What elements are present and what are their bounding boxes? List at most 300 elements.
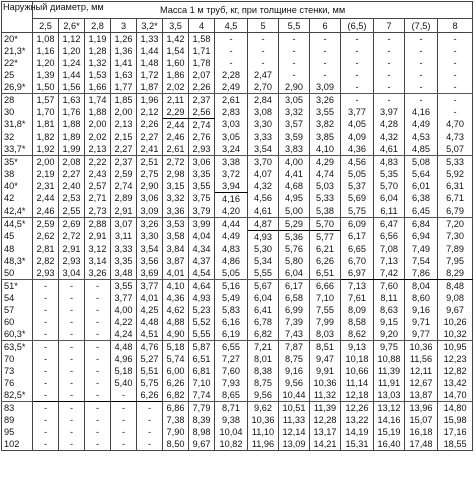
- mass-cell: 2,22: [85, 156, 111, 169]
- diameter-cell: 22*: [2, 57, 33, 69]
- mass-cell: 8,09: [341, 304, 374, 316]
- mass-cell: -: [85, 402, 111, 415]
- mass-cell: 2,46: [163, 131, 189, 143]
- mass-cell: 3,30: [137, 231, 163, 244]
- mass-cell: -: [215, 57, 248, 69]
- mass-cell: 9,75: [374, 341, 405, 354]
- diameter-cell: 35*: [2, 156, 33, 169]
- table-row: [2, 205, 473, 218]
- mass-cell: 12,82: [438, 365, 473, 377]
- mass-cell: 4,85: [405, 143, 438, 156]
- mass-cell: 4,09: [341, 131, 374, 143]
- mass-cell: 8,71: [215, 402, 248, 415]
- mass-cell: 2,90: [137, 180, 163, 193]
- mass-cell: 5,16: [215, 280, 248, 293]
- mass-cell: 2,07: [189, 69, 215, 81]
- mass-cell: 12,18: [341, 389, 374, 402]
- mass-cell: 5,27: [137, 353, 163, 365]
- mass-cell: 4,00: [279, 156, 310, 169]
- mass-cell: -: [341, 45, 374, 57]
- mass-cell: 2,93: [189, 143, 215, 156]
- mass-cell: -: [279, 33, 310, 46]
- mass-cell: 12,11: [405, 365, 438, 377]
- mass-cell: 9,16: [279, 365, 310, 377]
- mass-cell: 7,60: [374, 280, 405, 293]
- mass-cell: 6,51: [189, 353, 215, 365]
- mass-cell: 4,90: [163, 328, 189, 341]
- mass-cell: 2,08: [59, 156, 85, 169]
- mass-cell: 6,81: [189, 365, 215, 377]
- mass-cell: 4,49: [215, 231, 248, 244]
- mass-cell: 3,83: [279, 143, 310, 156]
- diameter-cell: 48,3*: [2, 255, 33, 267]
- mass-cell: 5,40: [111, 377, 137, 389]
- mass-cell: -: [279, 57, 310, 69]
- table-body: [2, 33, 473, 451]
- mass-cell: 1,32: [85, 57, 111, 69]
- mass-cell: 6,01: [405, 180, 438, 193]
- mass-cell: 2,13: [111, 119, 137, 132]
- mass-cell: 1,86: [163, 69, 189, 81]
- mass-cell: 2,37: [111, 156, 137, 169]
- mass-cell: 1,50: [33, 81, 59, 94]
- table-row: [2, 131, 473, 143]
- mass-cell: -: [341, 94, 374, 107]
- diameter-cell: 57: [2, 304, 33, 316]
- mass-cell: -: [33, 438, 59, 451]
- mass-cell: -: [137, 438, 163, 451]
- mass-cell: 7,10: [189, 377, 215, 389]
- mass-cell: -: [438, 69, 473, 81]
- mass-cell: 7,27: [215, 353, 248, 365]
- mass-cell: 4,00: [111, 304, 137, 316]
- mass-cell: 7,13: [341, 280, 374, 293]
- mass-cell: 2,29: [163, 106, 189, 119]
- mass-cell: -: [85, 414, 111, 426]
- mass-cell: 7,30: [438, 231, 473, 244]
- mass-cell: 2,73: [85, 205, 111, 218]
- mass-cell: 1,48: [137, 57, 163, 69]
- mass-cell: 2,15: [111, 131, 137, 143]
- mass-cell: 2,11: [163, 94, 189, 107]
- mass-cell: 1,53: [85, 69, 111, 81]
- mass-cell: 4,24: [111, 328, 137, 341]
- mass-cell: 15,19: [374, 426, 405, 438]
- mass-cell: 5,55: [248, 267, 279, 280]
- mass-cell: 6,31: [438, 180, 473, 193]
- mass-header: Масса 1 м труб, кг, при толщине стенки, мм: [33, 2, 473, 19]
- mass-cell: 8,63: [374, 304, 405, 316]
- mass-cell: 1,44: [137, 45, 163, 57]
- mass-cell: 15,98: [438, 414, 473, 426]
- mass-cell: 5,70: [374, 180, 405, 193]
- table-row: [2, 69, 473, 81]
- mass-cell: 3,30: [248, 119, 279, 132]
- mass-cell: 9,71: [405, 316, 438, 328]
- mass-cell: -: [85, 341, 111, 354]
- mass-cell: -: [33, 426, 59, 438]
- mass-cell: 14,19: [341, 426, 374, 438]
- diameter-cell: 32: [2, 131, 33, 143]
- mass-cell: 1,20: [33, 57, 59, 69]
- diameter-cell: 20*: [2, 33, 33, 46]
- mass-cell: 1,56: [59, 81, 85, 94]
- mass-cell: 5,36: [279, 231, 310, 244]
- mass-cell: 13,09: [279, 438, 310, 451]
- mass-cell: 15,31: [341, 438, 374, 451]
- diameter-cell: 73: [2, 365, 33, 377]
- mass-cell: 4,64: [189, 280, 215, 293]
- mass-cell: 4,93: [248, 231, 279, 244]
- mass-cell: 14,80: [438, 402, 473, 415]
- mass-cell: 2,91: [111, 205, 137, 218]
- mass-cell: 3,38: [215, 156, 248, 169]
- mass-cell: 10,44: [279, 389, 310, 402]
- mass-cell: 2,59: [33, 218, 59, 231]
- diameter-cell: 30: [2, 106, 33, 119]
- diameter-cell: 45: [2, 231, 33, 244]
- mass-cell: 4,36: [341, 143, 374, 156]
- mass-cell: 2,37: [189, 94, 215, 107]
- mass-cell: 4,48: [111, 341, 137, 354]
- mass-cell: 3,87: [163, 255, 189, 267]
- mass-cell: 2,61: [215, 94, 248, 107]
- mass-cell: -: [33, 353, 59, 365]
- table-row: [2, 33, 473, 46]
- mass-cell: 2,28: [215, 69, 248, 81]
- mass-cell: 4,01: [163, 267, 189, 280]
- mass-cell: -: [438, 94, 473, 107]
- mass-cell: 2,70: [248, 81, 279, 94]
- mass-cell: 3,14: [85, 255, 111, 267]
- mass-cell: 5,49: [215, 292, 248, 304]
- diameter-header: Наружный диаметр, мм: [2, 2, 33, 33]
- mass-cell: 2,26: [189, 81, 215, 94]
- diameter-cell: 54: [2, 292, 33, 304]
- mass-cell: 6,71: [438, 193, 473, 206]
- mass-cell: 8,01: [248, 353, 279, 365]
- mass-cell: 5,69: [341, 193, 374, 206]
- mass-cell: 15,07: [405, 414, 438, 426]
- mass-cell: 7,10: [310, 292, 341, 304]
- pipe-mass-table: [1, 1, 473, 451]
- mass-cell: -: [33, 292, 59, 304]
- mass-cell: 11,32: [310, 389, 341, 402]
- mass-cell: 5,52: [189, 316, 215, 328]
- mass-cell: 4,56: [341, 156, 374, 169]
- mass-cell: 4,48: [137, 316, 163, 328]
- mass-cell: 6,26: [163, 377, 189, 389]
- mass-cell: 1,99: [59, 143, 85, 156]
- mass-cell: -: [405, 81, 438, 94]
- mass-cell: 1,60: [163, 57, 189, 69]
- mass-cell: 6,79: [438, 205, 473, 218]
- mass-cell: 4,28: [374, 119, 405, 132]
- diameter-cell: 42: [2, 193, 33, 206]
- mass-cell: 3,26: [310, 94, 341, 107]
- mass-cell: 4,16: [405, 106, 438, 119]
- mass-cell: 2,55: [59, 205, 85, 218]
- mass-cell: 6,17: [279, 280, 310, 293]
- thickness-col-header: 6: [310, 19, 341, 33]
- diameter-cell: 70: [2, 353, 33, 365]
- table-row: [2, 426, 473, 438]
- mass-cell: -: [85, 438, 111, 451]
- thickness-header-row: [2, 19, 473, 33]
- mass-cell: 3,77: [111, 292, 137, 304]
- mass-cell: 4,10: [163, 280, 189, 293]
- mass-cell: 3,55: [310, 106, 341, 119]
- mass-cell: 5,18: [163, 341, 189, 354]
- mass-cell: 18,55: [438, 438, 473, 451]
- mass-cell: 2,51: [137, 156, 163, 169]
- mass-cell: 7,54: [405, 255, 438, 267]
- mass-cell: 1,36: [111, 45, 137, 57]
- mass-cell: 13,17: [310, 426, 341, 438]
- mass-cell: 1,19: [85, 33, 111, 46]
- table-row: [2, 94, 473, 107]
- mass-cell: -: [33, 389, 59, 402]
- mass-cell: 3,24: [215, 143, 248, 156]
- mass-cell: 1,28: [85, 45, 111, 57]
- mass-cell: 13,22: [341, 414, 374, 426]
- diameter-cell: 33,7*: [2, 143, 33, 156]
- mass-cell: 11,39: [310, 402, 341, 415]
- mass-cell: 7,89: [438, 243, 473, 255]
- mass-cell: 6,82: [248, 328, 279, 341]
- mass-cell: -: [279, 69, 310, 81]
- mass-cell: 2,47: [248, 69, 279, 81]
- mass-cell: 3,03: [215, 119, 248, 132]
- table-row: [2, 341, 473, 354]
- mass-cell: 6,26: [310, 255, 341, 267]
- mass-cell: 4,62: [163, 304, 189, 316]
- mass-cell: 6,66: [310, 280, 341, 293]
- mass-cell: 5,33: [310, 193, 341, 206]
- mass-cell: 1,88: [85, 106, 111, 119]
- mass-cell: -: [59, 328, 85, 341]
- mass-cell: 1,08: [33, 33, 59, 46]
- mass-cell: 5,77: [310, 231, 341, 244]
- mass-cell: -: [59, 316, 85, 328]
- mass-cell: 3,57: [279, 119, 310, 132]
- mass-cell: -: [59, 426, 85, 438]
- diameter-cell: 63,5*: [2, 341, 33, 354]
- mass-cell: 6,04: [374, 193, 405, 206]
- mass-cell: 6,56: [374, 231, 405, 244]
- mass-cell: -: [111, 402, 137, 415]
- mass-cell: 1,12: [59, 33, 85, 46]
- mass-cell: 2,02: [85, 131, 111, 143]
- mass-cell: 8,65: [215, 389, 248, 402]
- mass-cell: -: [33, 402, 59, 415]
- mass-cell: 7,79: [189, 402, 215, 415]
- mass-cell: 11,39: [374, 365, 405, 377]
- mass-cell: 2,46: [33, 205, 59, 218]
- mass-cell: -: [59, 280, 85, 293]
- mass-cell: -: [33, 328, 59, 341]
- mass-cell: 2,72: [59, 231, 85, 244]
- mass-cell: 14,16: [374, 414, 405, 426]
- mass-cell: 4,56: [248, 193, 279, 206]
- diameter-cell: 26,9*: [2, 81, 33, 94]
- mass-cell: 5,83: [215, 304, 248, 316]
- thickness-col-header: 8: [438, 19, 473, 33]
- mass-cell: -: [405, 33, 438, 46]
- table-row: [2, 377, 473, 389]
- mass-cell: 7,55: [310, 304, 341, 316]
- mass-cell: 5,76: [279, 243, 310, 255]
- mass-cell: -: [85, 426, 111, 438]
- diameter-cell: 31,8*: [2, 119, 33, 132]
- mass-cell: 7,08: [374, 243, 405, 255]
- mass-cell: -: [341, 33, 374, 46]
- mass-cell: 9,16: [405, 304, 438, 316]
- mass-cell: 2,62: [33, 231, 59, 244]
- mass-cell: 3,56: [137, 255, 163, 267]
- table-row: [2, 218, 473, 231]
- mass-cell: 5,75: [137, 377, 163, 389]
- mass-cell: 2,44: [163, 119, 189, 132]
- thickness-col-header: 3,5: [163, 19, 189, 33]
- mass-cell: 1,63: [111, 69, 137, 81]
- mass-cell: 2,12: [137, 106, 163, 119]
- mass-cell: 4,44: [215, 218, 248, 231]
- mass-cell: -: [374, 33, 405, 46]
- mass-cell: 3,32: [279, 106, 310, 119]
- mass-cell: 2,31: [33, 180, 59, 193]
- mass-cell: 5,00: [279, 205, 310, 218]
- mass-cell: 4,32: [248, 180, 279, 193]
- mass-cell: 6,26: [137, 389, 163, 402]
- mass-cell: 3,79: [189, 205, 215, 218]
- mass-cell: 8,38: [248, 365, 279, 377]
- mass-cell: 3,36: [163, 205, 189, 218]
- mass-cell: 2,61: [163, 143, 189, 156]
- mass-cell: 3,09: [137, 205, 163, 218]
- mass-cell: 3,33: [111, 243, 137, 255]
- mass-cell: 14,70: [438, 389, 473, 402]
- mass-cell: 4,05: [341, 119, 374, 132]
- mass-cell: 9,56: [279, 377, 310, 389]
- mass-cell: -: [310, 57, 341, 69]
- mass-cell: -: [85, 316, 111, 328]
- thickness-col-header: 4: [189, 19, 215, 33]
- mass-cell: -: [215, 45, 248, 57]
- mass-cell: 2,91: [85, 231, 111, 244]
- mass-cell: 3,05: [279, 94, 310, 107]
- mass-cell: 2,75: [137, 168, 163, 180]
- mass-cell: 2,13: [85, 143, 111, 156]
- mass-cell: -: [85, 365, 111, 377]
- mass-cell: -: [137, 402, 163, 415]
- mass-cell: 1,66: [85, 81, 111, 94]
- mass-cell: 7,21: [248, 341, 279, 354]
- diameter-cell: 95: [2, 426, 33, 438]
- mass-cell: 9,56: [248, 389, 279, 402]
- mass-cell: 2,56: [189, 106, 215, 119]
- mass-cell: 2,91: [59, 243, 85, 255]
- mass-cell: 4,49: [405, 119, 438, 132]
- mass-cell: 1,33: [137, 33, 163, 46]
- mass-cell: -: [438, 45, 473, 57]
- mass-cell: 3,94: [215, 180, 248, 193]
- diameter-cell: 28: [2, 94, 33, 107]
- mass-cell: 3,26: [137, 218, 163, 231]
- mass-cell: -: [310, 45, 341, 57]
- mass-cell: -: [85, 292, 111, 304]
- mass-cell: 7,13: [374, 255, 405, 267]
- mass-cell: 2,41: [137, 143, 163, 156]
- thickness-col-header: 4,5: [215, 19, 248, 33]
- diameter-cell: 44,5*: [2, 218, 33, 231]
- mass-cell: -: [405, 94, 438, 107]
- mass-cell: 8,75: [279, 353, 310, 365]
- mass-cell: 12,28: [310, 414, 341, 426]
- mass-cell: 4,34: [189, 243, 215, 255]
- mass-cell: 4,32: [374, 131, 405, 143]
- table-row: [2, 316, 473, 328]
- mass-cell: 4,96: [111, 353, 137, 365]
- table-row: [2, 119, 473, 132]
- mass-cell: -: [374, 94, 405, 107]
- diameter-cell: 51*: [2, 280, 33, 293]
- mass-cell: 5,80: [279, 255, 310, 267]
- mass-cell: 4,88: [163, 316, 189, 328]
- mass-cell: 6,17: [341, 231, 374, 244]
- table-row: [2, 231, 473, 244]
- mass-cell: -: [111, 438, 137, 451]
- mass-cell: 3,04: [59, 267, 85, 280]
- mass-cell: 3,55: [111, 280, 137, 293]
- mass-cell: 4,86: [215, 255, 248, 267]
- mass-cell: 1,78: [189, 57, 215, 69]
- mass-cell: 11,10: [248, 426, 279, 438]
- mass-cell: 4,54: [189, 267, 215, 280]
- mass-cell: 7,20: [438, 218, 473, 231]
- mass-cell: -: [59, 389, 85, 402]
- mass-cell: 7,86: [405, 267, 438, 280]
- table-row: [2, 255, 473, 267]
- mass-cell: 5,03: [310, 180, 341, 193]
- mass-cell: 6,47: [374, 218, 405, 231]
- mass-cell: 16,18: [405, 426, 438, 438]
- mass-cell: 3,70: [248, 156, 279, 169]
- mass-cell: 3,84: [163, 243, 189, 255]
- mass-cell: -: [374, 45, 405, 57]
- thickness-col-header: (7,5): [405, 19, 438, 33]
- mass-cell: 6,45: [405, 205, 438, 218]
- table-row: [2, 292, 473, 304]
- mass-cell: 4,93: [189, 292, 215, 304]
- mass-cell: 6,55: [215, 341, 248, 354]
- mass-cell: 4,07: [248, 168, 279, 180]
- mass-cell: 12,26: [341, 402, 374, 415]
- mass-cell: 3,59: [279, 131, 310, 143]
- diameter-cell: 48: [2, 243, 33, 255]
- table-row: [2, 57, 473, 69]
- mass-cell: 6,04: [279, 267, 310, 280]
- mass-cell: 6,94: [405, 231, 438, 244]
- mass-cell: 2,27: [137, 131, 163, 143]
- mass-cell: -: [111, 426, 137, 438]
- mass-cell: -: [59, 304, 85, 316]
- mass-cell: 5,07: [438, 143, 473, 156]
- table-row: [2, 328, 473, 341]
- mass-cell: 6,70: [341, 255, 374, 267]
- mass-cell: 4,04: [189, 231, 215, 244]
- mass-cell: 1,89: [59, 131, 85, 143]
